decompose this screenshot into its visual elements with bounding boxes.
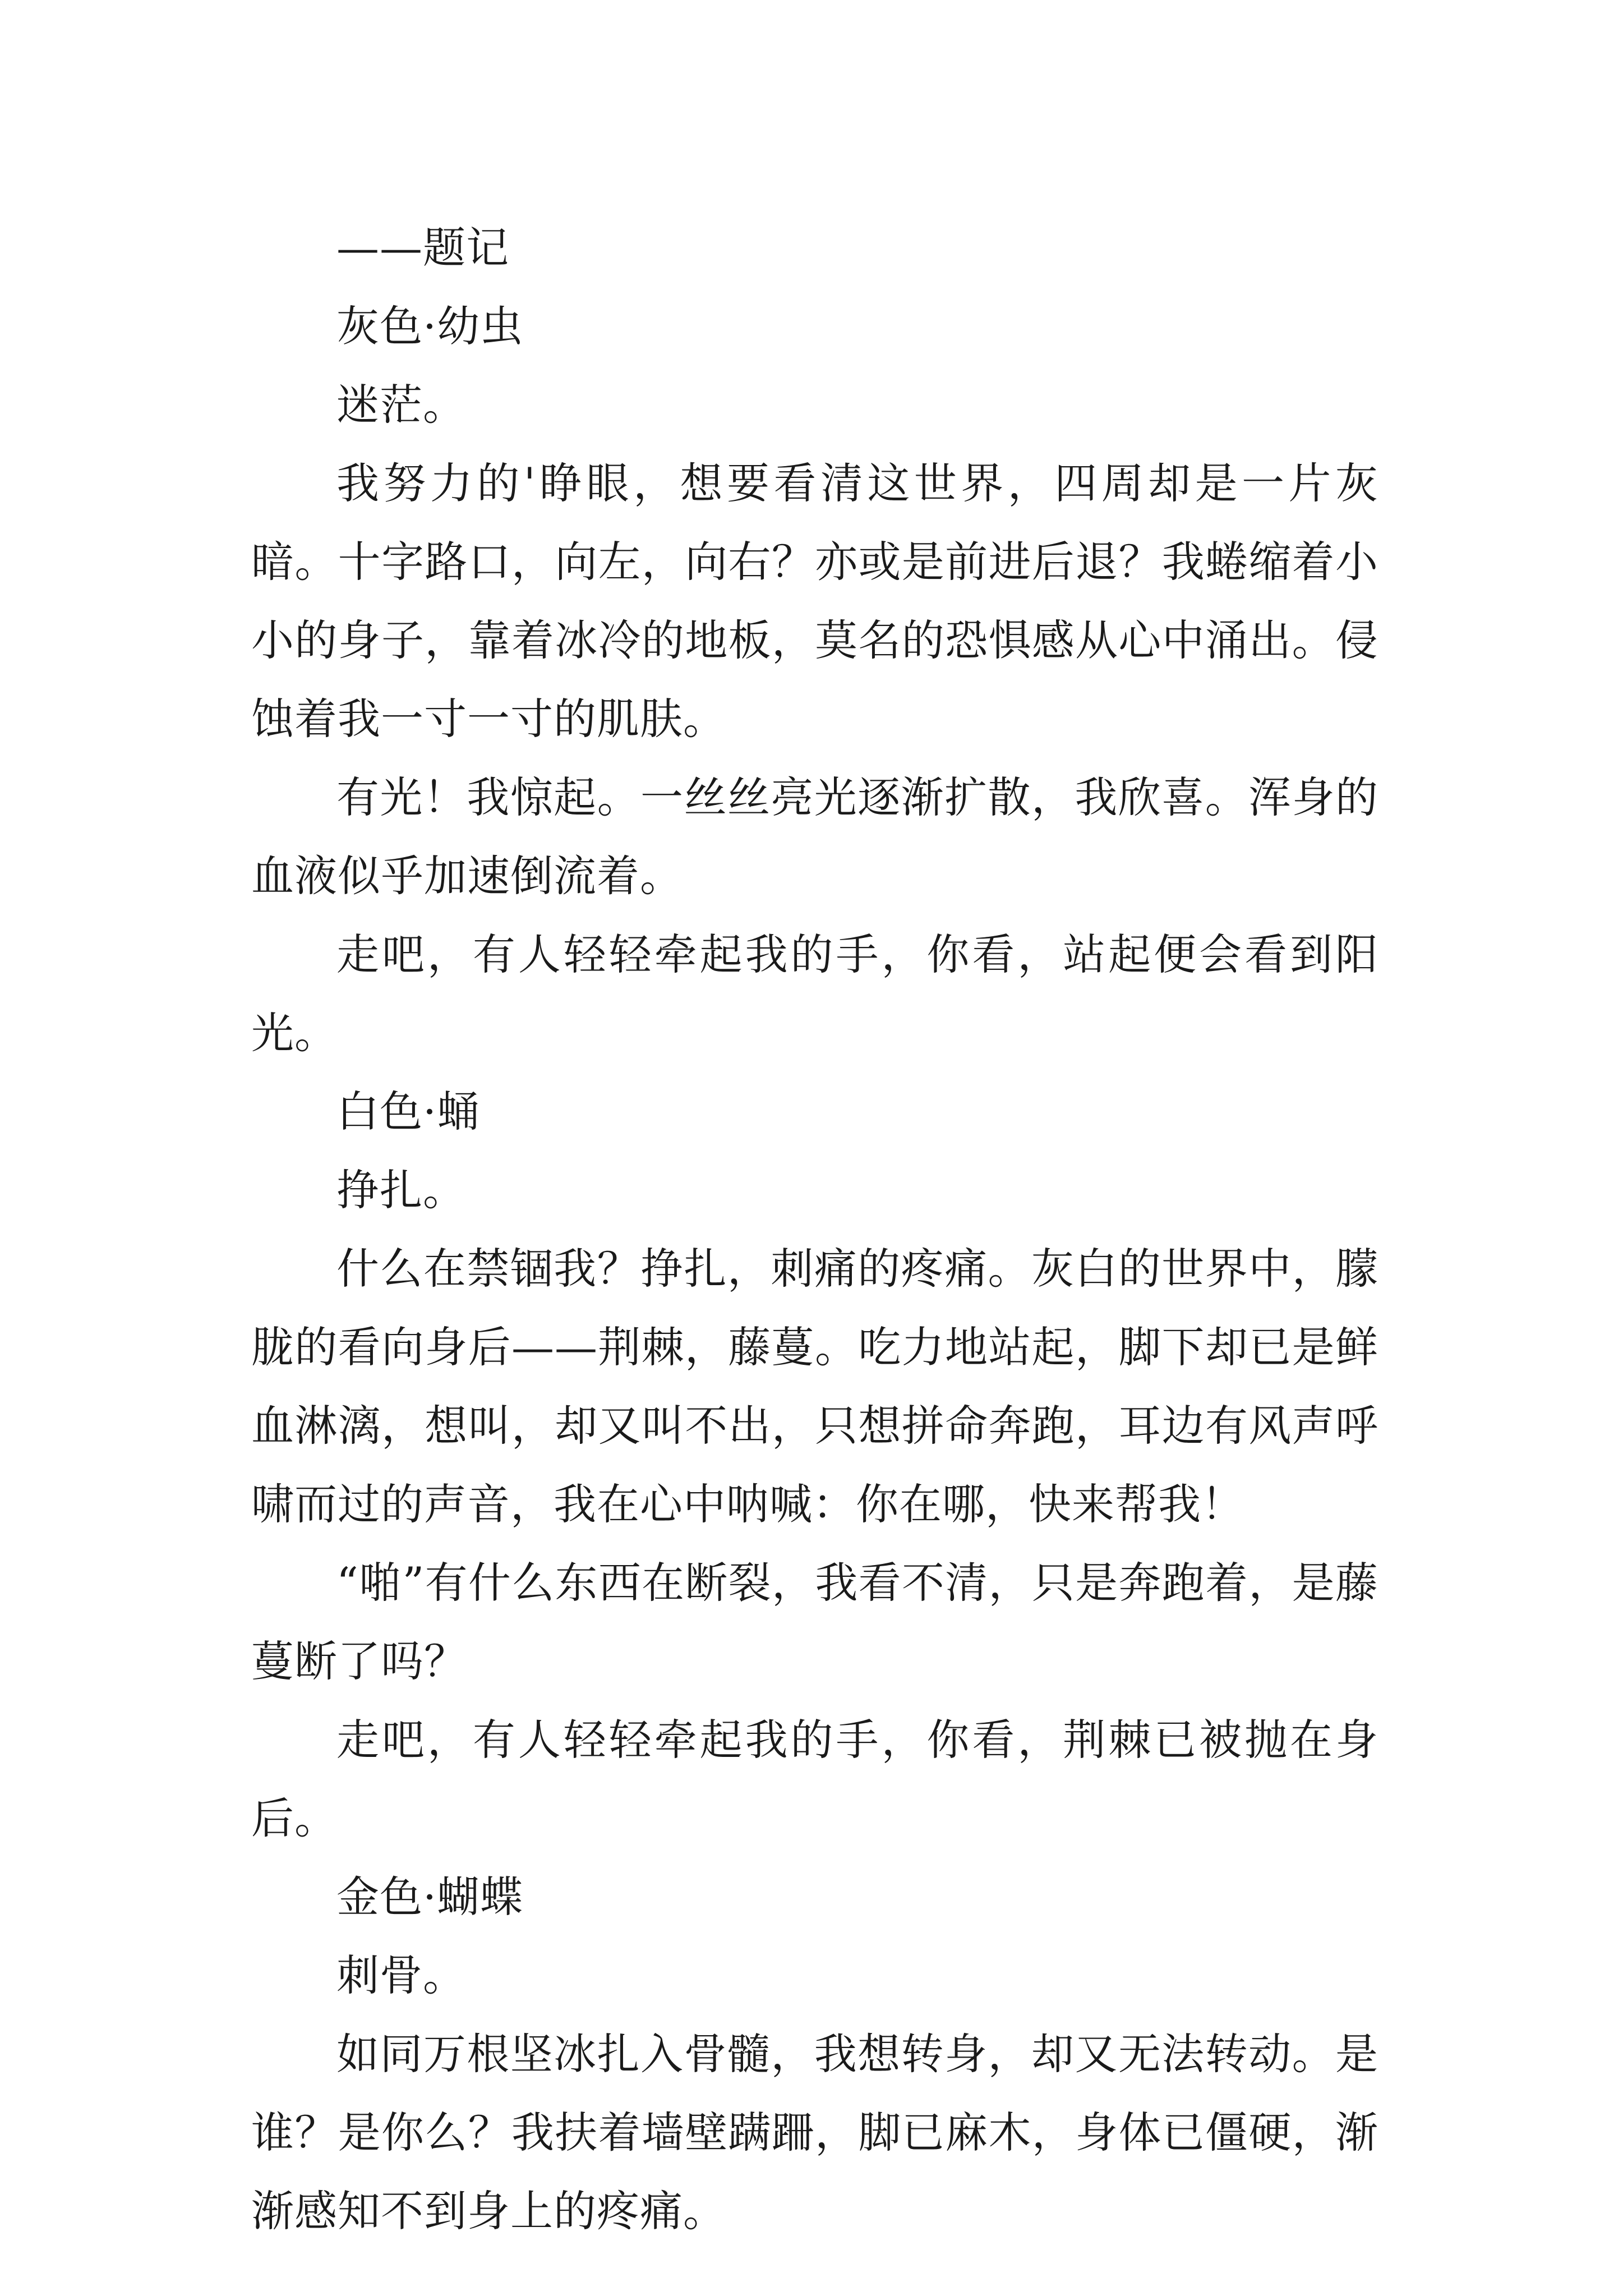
paragraph: 如同万根坚冰扎入骨髓，我想转身，却又无法转动。是谁？是你么？我扶着墙壁蹒跚，脚已麻木，身体已僵硬，渐渐感知不到身上的疼痛。 xyxy=(251,2029,1378,2236)
paragraph: 走吧，有人轻轻牵起我的手，你看，荆棘已被抛在身后。 xyxy=(251,1715,1378,1843)
section-heading-gold-butterfly: 金色·蝴蝶 xyxy=(336,1872,524,1922)
paragraph: 走吧，有人轻轻牵起我的手，你看，站起便会看到阳光。 xyxy=(251,930,1378,1058)
paragraph: 有光！我惊起。一丝丝亮光逐渐扩散，我欣喜。浑身的血液似乎加速倒流着。 xyxy=(251,772,1378,901)
paragraph: 挣扎。 xyxy=(336,1165,466,1215)
paragraph: 迷茫。 xyxy=(336,380,466,430)
paragraph: “啪”有什么东西在断裂，我看不清，只是奔跑着，是藤蔓断了吗？ xyxy=(251,1558,1378,1686)
epigraph-attribution: ——题记 xyxy=(336,223,509,273)
paragraph: 什么在禁锢我？挣扎，刺痛的疼痛。灰白的世界中，朦胧的看向身后——荆棘，藤蔓。吃力地站起，脚下却已是鲜血淋漓，想叫，却又叫不出，只想拼命奔跑，耳边有风声呼啸而过的声音，我在心中呐喊：你在哪，快来帮我！ xyxy=(251,1244,1378,1529)
section-heading-white-pupa: 白色·蛹 xyxy=(336,1087,481,1137)
section-heading-gray-larva: 灰色·幼虫 xyxy=(336,301,524,351)
paragraph: 刺骨。 xyxy=(336,1950,466,2000)
paragraph: 我努力的'睁眼，想要看清这世界，四周却是一片灰暗。十字路口，向左，向右？亦或是前进后退？我蜷缩着小小的身子，靠着冰冷的地板，莫名的恐惧感从心中涌出。侵蚀着我一寸一寸的肌肤。 xyxy=(251,458,1378,744)
document-body xyxy=(251,209,1378,2251)
